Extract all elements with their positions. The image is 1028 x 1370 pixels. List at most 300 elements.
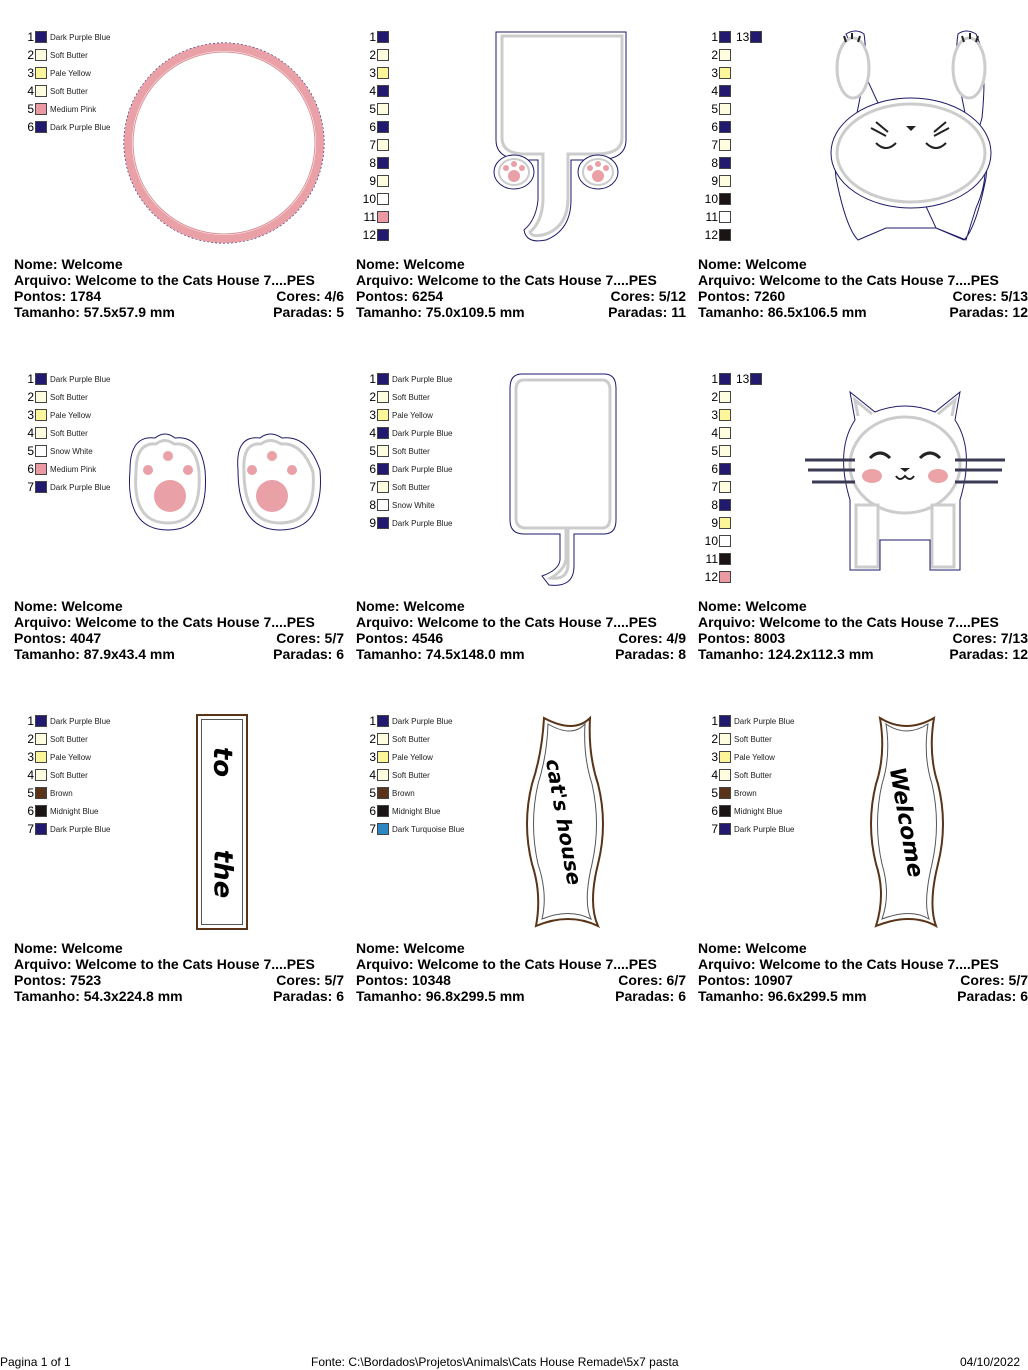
color-row <box>362 712 452 730</box>
color-number: 12 <box>704 570 718 584</box>
design-colors: Cores: 5/12 <box>610 288 686 304</box>
color-swatch <box>35 103 47 115</box>
color-number: 10 <box>704 534 718 548</box>
color-number: 1 <box>369 30 376 44</box>
color-name: Soft Butter <box>734 734 772 744</box>
design-card <box>356 712 686 1042</box>
design-stitches: Pontos: 4546 <box>356 630 444 646</box>
color-swatch <box>719 193 731 205</box>
color-row <box>362 136 392 154</box>
color-swatch <box>719 805 731 817</box>
design-info <box>698 940 1028 1004</box>
color-number: 6 <box>27 462 34 476</box>
color-name: Pale Yellow <box>392 410 433 420</box>
color-name: Dark Purple Blue <box>392 716 453 726</box>
color-row <box>704 730 772 748</box>
design-size: Tamanho: 74.5x148.0 mm <box>356 646 525 662</box>
design-stitches: Pontos: 6254 <box>356 288 444 304</box>
color-row <box>704 424 734 442</box>
color-swatch <box>719 571 731 583</box>
color-name: Soft Butter <box>50 50 88 60</box>
color-number: 5 <box>369 444 376 458</box>
color-number: 6 <box>369 804 376 818</box>
color-row <box>704 64 734 82</box>
color-name: Dark Purple Blue <box>50 122 111 132</box>
color-number: 6 <box>27 120 34 134</box>
design-stops: Paradas: 11 <box>608 304 686 320</box>
color-swatch <box>719 175 731 187</box>
color-number: 3 <box>27 66 34 80</box>
color-swatch <box>377 139 389 151</box>
color-row <box>362 370 452 388</box>
color-name: Soft Butter <box>392 770 430 780</box>
color-name: Pale Yellow <box>50 752 91 762</box>
color-number: 13 <box>736 30 750 44</box>
color-number: 3 <box>711 750 718 764</box>
color-swatch <box>377 715 389 727</box>
color-number: 4 <box>27 84 34 98</box>
color-name: Soft Butter <box>50 734 88 744</box>
design-text-1: Welcome <box>884 765 928 879</box>
color-swatch <box>35 715 47 727</box>
color-row <box>362 154 392 172</box>
color-swatch <box>750 31 762 43</box>
color-row <box>20 46 88 64</box>
color-swatch <box>377 769 389 781</box>
design-text-2: the <box>206 849 237 899</box>
color-name: Soft Butter <box>734 770 772 780</box>
color-swatch <box>35 463 47 475</box>
design-name: Nome: Welcome <box>356 598 465 614</box>
color-row <box>362 478 430 496</box>
color-number: 4 <box>369 768 376 782</box>
color-swatch <box>719 67 731 79</box>
design-file: Arquivo: Welcome to the Cats House 7....PES <box>356 614 657 630</box>
design-info <box>14 256 344 320</box>
color-swatch <box>719 31 731 43</box>
color-swatch <box>35 805 47 817</box>
color-swatch <box>35 787 47 799</box>
color-number: 7 <box>27 480 34 494</box>
color-row <box>704 154 734 172</box>
design-preview <box>816 28 1006 253</box>
color-number: 1 <box>711 30 718 44</box>
color-number: 5 <box>711 444 718 458</box>
color-row <box>20 64 91 82</box>
color-row <box>362 406 433 424</box>
color-swatch <box>377 517 389 529</box>
color-name: Soft Butter <box>50 86 88 96</box>
design-preview <box>120 430 330 545</box>
color-swatch <box>377 85 389 97</box>
color-row <box>704 568 734 586</box>
color-row <box>362 820 464 838</box>
color-number: 7 <box>369 822 376 836</box>
color-swatch <box>377 427 389 439</box>
design-card <box>698 370 1028 700</box>
color-name: Midnight Blue <box>392 806 441 816</box>
color-number: 3 <box>711 408 718 422</box>
color-number: 2 <box>27 390 34 404</box>
design-file: Arquivo: Welcome to the Cats House 7....PES <box>698 614 999 630</box>
color-row <box>704 550 734 568</box>
color-swatch <box>35 31 47 43</box>
design-size: Tamanho: 57.5x57.9 mm <box>14 304 175 320</box>
design-size: Tamanho: 96.8x299.5 mm <box>356 988 525 1004</box>
design-file: Arquivo: Welcome to the Cats House 7....PES <box>698 272 999 288</box>
design-stitches: Pontos: 10907 <box>698 972 793 988</box>
design-stops: Paradas: 12 <box>949 646 1028 662</box>
color-name: Dark Purple Blue <box>50 824 111 834</box>
color-swatch <box>719 535 731 547</box>
design-info <box>356 256 686 320</box>
color-swatch <box>35 823 47 835</box>
color-name: Dark Purple Blue <box>50 482 111 492</box>
color-number: 5 <box>27 444 34 458</box>
color-swatch <box>377 49 389 61</box>
color-name: Soft Butter <box>50 428 88 438</box>
color-swatch <box>719 49 731 61</box>
color-number: 5 <box>369 786 376 800</box>
color-number: 2 <box>711 48 718 62</box>
color-number: 1 <box>27 714 34 728</box>
color-number: 4 <box>711 84 718 98</box>
color-swatch <box>377 67 389 79</box>
color-name: Soft Butter <box>50 770 88 780</box>
color-row <box>362 46 392 64</box>
color-swatch <box>377 805 389 817</box>
design-info <box>14 598 344 662</box>
design-size: Tamanho: 54.3x224.8 mm <box>14 988 183 1004</box>
color-row <box>704 784 757 802</box>
color-number: 8 <box>369 156 376 170</box>
color-swatch <box>35 391 47 403</box>
design-preview <box>866 714 946 930</box>
color-swatch <box>377 823 389 835</box>
color-swatch <box>377 175 389 187</box>
color-number: 6 <box>711 120 718 134</box>
color-row <box>20 28 110 46</box>
design-colors: Cores: 6/7 <box>618 972 686 988</box>
color-number: 3 <box>369 750 376 764</box>
color-row <box>704 496 734 514</box>
color-number: 6 <box>369 120 376 134</box>
color-swatch <box>719 211 731 223</box>
color-swatch <box>35 751 47 763</box>
color-number: 5 <box>27 102 34 116</box>
color-swatch <box>719 373 731 385</box>
color-row <box>20 784 73 802</box>
design-colors: Cores: 7/13 <box>952 630 1028 646</box>
color-name: Soft Butter <box>50 392 88 402</box>
color-row <box>20 118 110 136</box>
color-number: 1 <box>27 30 34 44</box>
color-row <box>362 730 430 748</box>
design-stitches: Pontos: 4047 <box>14 630 102 646</box>
design-stops: Paradas: 12 <box>949 304 1028 320</box>
color-name: Soft Butter <box>392 446 430 456</box>
color-number: 3 <box>369 408 376 422</box>
color-swatch <box>719 499 731 511</box>
color-number: 1 <box>711 372 718 386</box>
design-info <box>698 256 1028 320</box>
color-number: 5 <box>27 786 34 800</box>
color-number: 9 <box>711 174 718 188</box>
color-name: Midnight Blue <box>734 806 783 816</box>
design-colors: Cores: 4/9 <box>618 630 686 646</box>
color-row <box>362 802 440 820</box>
design-card <box>356 28 686 358</box>
design-colors: Cores: 4/6 <box>276 288 344 304</box>
color-name: Dark Purple Blue <box>50 716 111 726</box>
design-text-1: to <box>206 746 237 778</box>
color-number: 10 <box>704 192 718 206</box>
color-number: 12 <box>362 228 376 242</box>
color-swatch <box>377 229 389 241</box>
source-path: Fonte: C:\Bordados\Projetos\Animals\Cats House Remade\5x7 pasta <box>311 1355 679 1369</box>
design-card <box>356 370 686 700</box>
color-swatch <box>719 445 731 457</box>
color-number: 4 <box>27 426 34 440</box>
color-name: Dark Purple Blue <box>734 824 795 834</box>
color-number: 4 <box>711 426 718 440</box>
color-row <box>704 514 734 532</box>
color-row <box>704 388 734 406</box>
color-row <box>20 388 88 406</box>
design-name: Nome: Welcome <box>14 256 123 272</box>
color-swatch <box>719 229 731 241</box>
color-swatch <box>377 211 389 223</box>
color-name: Pale Yellow <box>734 752 775 762</box>
color-row <box>362 82 392 100</box>
color-row <box>362 100 392 118</box>
page-number: Pagina 1 of 1 <box>0 1355 71 1369</box>
color-swatch <box>35 733 47 745</box>
color-row <box>704 28 765 46</box>
color-number: 7 <box>711 138 718 152</box>
color-name: Dark Purple Blue <box>734 716 795 726</box>
design-preview <box>524 714 604 930</box>
color-row <box>20 802 98 820</box>
color-number: 9 <box>369 174 376 188</box>
design-size: Tamanho: 96.6x299.5 mm <box>698 988 867 1004</box>
color-swatch <box>719 481 731 493</box>
design-preview <box>196 714 248 930</box>
color-number: 9 <box>369 516 376 530</box>
design-colors: Cores: 5/7 <box>276 630 344 646</box>
color-number: 3 <box>711 66 718 80</box>
color-name: Pale Yellow <box>392 752 433 762</box>
color-number: 5 <box>711 102 718 116</box>
color-swatch <box>719 103 731 115</box>
design-info <box>698 598 1028 662</box>
design-file: Arquivo: Welcome to the Cats House 7....PES <box>14 956 315 972</box>
color-name: Dark Purple Blue <box>392 428 453 438</box>
color-number: 2 <box>369 48 376 62</box>
color-row <box>20 460 96 478</box>
color-row <box>362 442 430 460</box>
color-number: 6 <box>711 804 718 818</box>
color-swatch <box>719 751 731 763</box>
color-number: 5 <box>711 786 718 800</box>
color-name: Medium Pink <box>50 464 97 474</box>
design-name: Nome: Welcome <box>698 598 807 614</box>
color-swatch <box>719 553 731 565</box>
color-number: 7 <box>711 480 718 494</box>
design-text-1: cat's house <box>541 757 587 887</box>
color-row <box>704 82 734 100</box>
color-name: Snow White <box>50 446 93 456</box>
color-swatch <box>719 787 731 799</box>
design-name: Nome: Welcome <box>698 940 807 956</box>
color-name: Soft Butter <box>392 392 430 402</box>
color-row <box>704 370 765 388</box>
color-swatch <box>719 157 731 169</box>
design-card <box>698 28 1028 358</box>
color-swatch <box>719 823 731 835</box>
print-date: 04/10/2022 <box>960 1355 1021 1369</box>
color-swatch <box>377 481 389 493</box>
design-stitches: Pontos: 8003 <box>698 630 786 646</box>
color-number: 10 <box>362 192 376 206</box>
color-number: 3 <box>27 408 34 422</box>
color-name: Pale Yellow <box>50 410 91 420</box>
color-name: Medium Pink <box>50 104 97 114</box>
color-name: Dark Purple Blue <box>392 374 453 384</box>
color-number: 13 <box>736 372 750 386</box>
color-swatch <box>35 481 47 493</box>
design-preview <box>476 30 636 255</box>
color-swatch <box>377 499 389 511</box>
color-row <box>20 730 88 748</box>
color-name: Dark Purple Blue <box>50 374 111 384</box>
design-size: Tamanho: 87.9x43.4 mm <box>14 646 175 662</box>
color-swatch <box>35 769 47 781</box>
color-swatch <box>377 31 389 43</box>
color-row <box>20 748 91 766</box>
color-row <box>704 748 775 766</box>
color-swatch <box>377 445 389 457</box>
color-row <box>362 748 433 766</box>
design-card <box>14 712 344 1042</box>
design-colors: Cores: 5/7 <box>276 972 344 988</box>
color-swatch <box>35 67 47 79</box>
color-row <box>704 172 734 190</box>
design-stops: Paradas: 6 <box>273 646 344 662</box>
color-name: Snow White <box>392 500 435 510</box>
color-number: 4 <box>711 768 718 782</box>
color-number: 7 <box>369 138 376 152</box>
color-swatch <box>35 121 47 133</box>
color-number: 8 <box>711 156 718 170</box>
color-row <box>20 766 88 784</box>
color-row <box>704 532 734 550</box>
color-swatch <box>377 157 389 169</box>
color-name: Brown <box>50 788 73 798</box>
color-number: 8 <box>711 498 718 512</box>
color-row <box>20 820 110 838</box>
color-name: Brown <box>734 788 757 798</box>
color-name: Midnight Blue <box>50 806 99 816</box>
design-file: Arquivo: Welcome to the Cats House 7....PES <box>14 614 315 630</box>
color-number: 4 <box>369 84 376 98</box>
color-swatch <box>35 49 47 61</box>
color-row <box>704 118 734 136</box>
color-row <box>362 28 392 46</box>
color-number: 11 <box>705 210 718 224</box>
color-row <box>362 784 415 802</box>
design-name: Nome: Welcome <box>356 256 465 272</box>
color-number: 8 <box>369 498 376 512</box>
color-row <box>704 46 734 64</box>
color-row <box>704 406 734 424</box>
color-swatch <box>35 85 47 97</box>
color-swatch <box>719 463 731 475</box>
color-row <box>20 82 88 100</box>
color-swatch <box>719 85 731 97</box>
color-swatch <box>719 769 731 781</box>
color-swatch <box>719 715 731 727</box>
design-preview <box>124 28 334 253</box>
color-swatch <box>719 391 731 403</box>
color-row <box>704 190 734 208</box>
color-number: 1 <box>369 372 376 386</box>
design-info <box>356 940 686 1004</box>
color-number: 2 <box>711 732 718 746</box>
color-row <box>20 100 96 118</box>
color-row <box>704 766 772 784</box>
color-swatch <box>719 427 731 439</box>
design-size: Tamanho: 124.2x112.3 mm <box>698 646 874 662</box>
color-swatch <box>719 517 731 529</box>
color-swatch <box>35 445 47 457</box>
color-row <box>704 820 794 838</box>
design-stitches: Pontos: 7260 <box>698 288 786 304</box>
color-row <box>20 442 93 460</box>
color-swatch <box>719 139 731 151</box>
color-row <box>362 172 392 190</box>
design-preview <box>800 390 1010 585</box>
color-row <box>20 712 110 730</box>
color-swatch <box>377 463 389 475</box>
color-row <box>362 118 392 136</box>
color-number: 9 <box>711 516 718 530</box>
color-number: 3 <box>369 66 376 80</box>
color-number: 2 <box>27 732 34 746</box>
color-swatch <box>719 409 731 421</box>
color-name: Soft Butter <box>392 482 430 492</box>
design-stitches: Pontos: 1784 <box>14 288 102 304</box>
color-number: 7 <box>27 822 34 836</box>
design-card <box>14 28 344 358</box>
color-number: 11 <box>363 210 376 224</box>
color-number: 1 <box>369 714 376 728</box>
color-row <box>362 208 392 226</box>
color-row <box>362 226 392 244</box>
color-row <box>704 208 734 226</box>
design-stitches: Pontos: 7523 <box>14 972 102 988</box>
color-name: Dark Purple Blue <box>50 32 111 42</box>
design-stops: Paradas: 6 <box>615 988 686 1004</box>
color-name: Dark Purple Blue <box>392 518 453 528</box>
color-name: Brown <box>392 788 415 798</box>
color-number: 5 <box>369 102 376 116</box>
color-number: 2 <box>369 390 376 404</box>
color-swatch <box>750 373 762 385</box>
design-file: Arquivo: Welcome to the Cats House 7....PES <box>698 956 999 972</box>
color-row <box>362 514 452 532</box>
color-swatch <box>377 751 389 763</box>
